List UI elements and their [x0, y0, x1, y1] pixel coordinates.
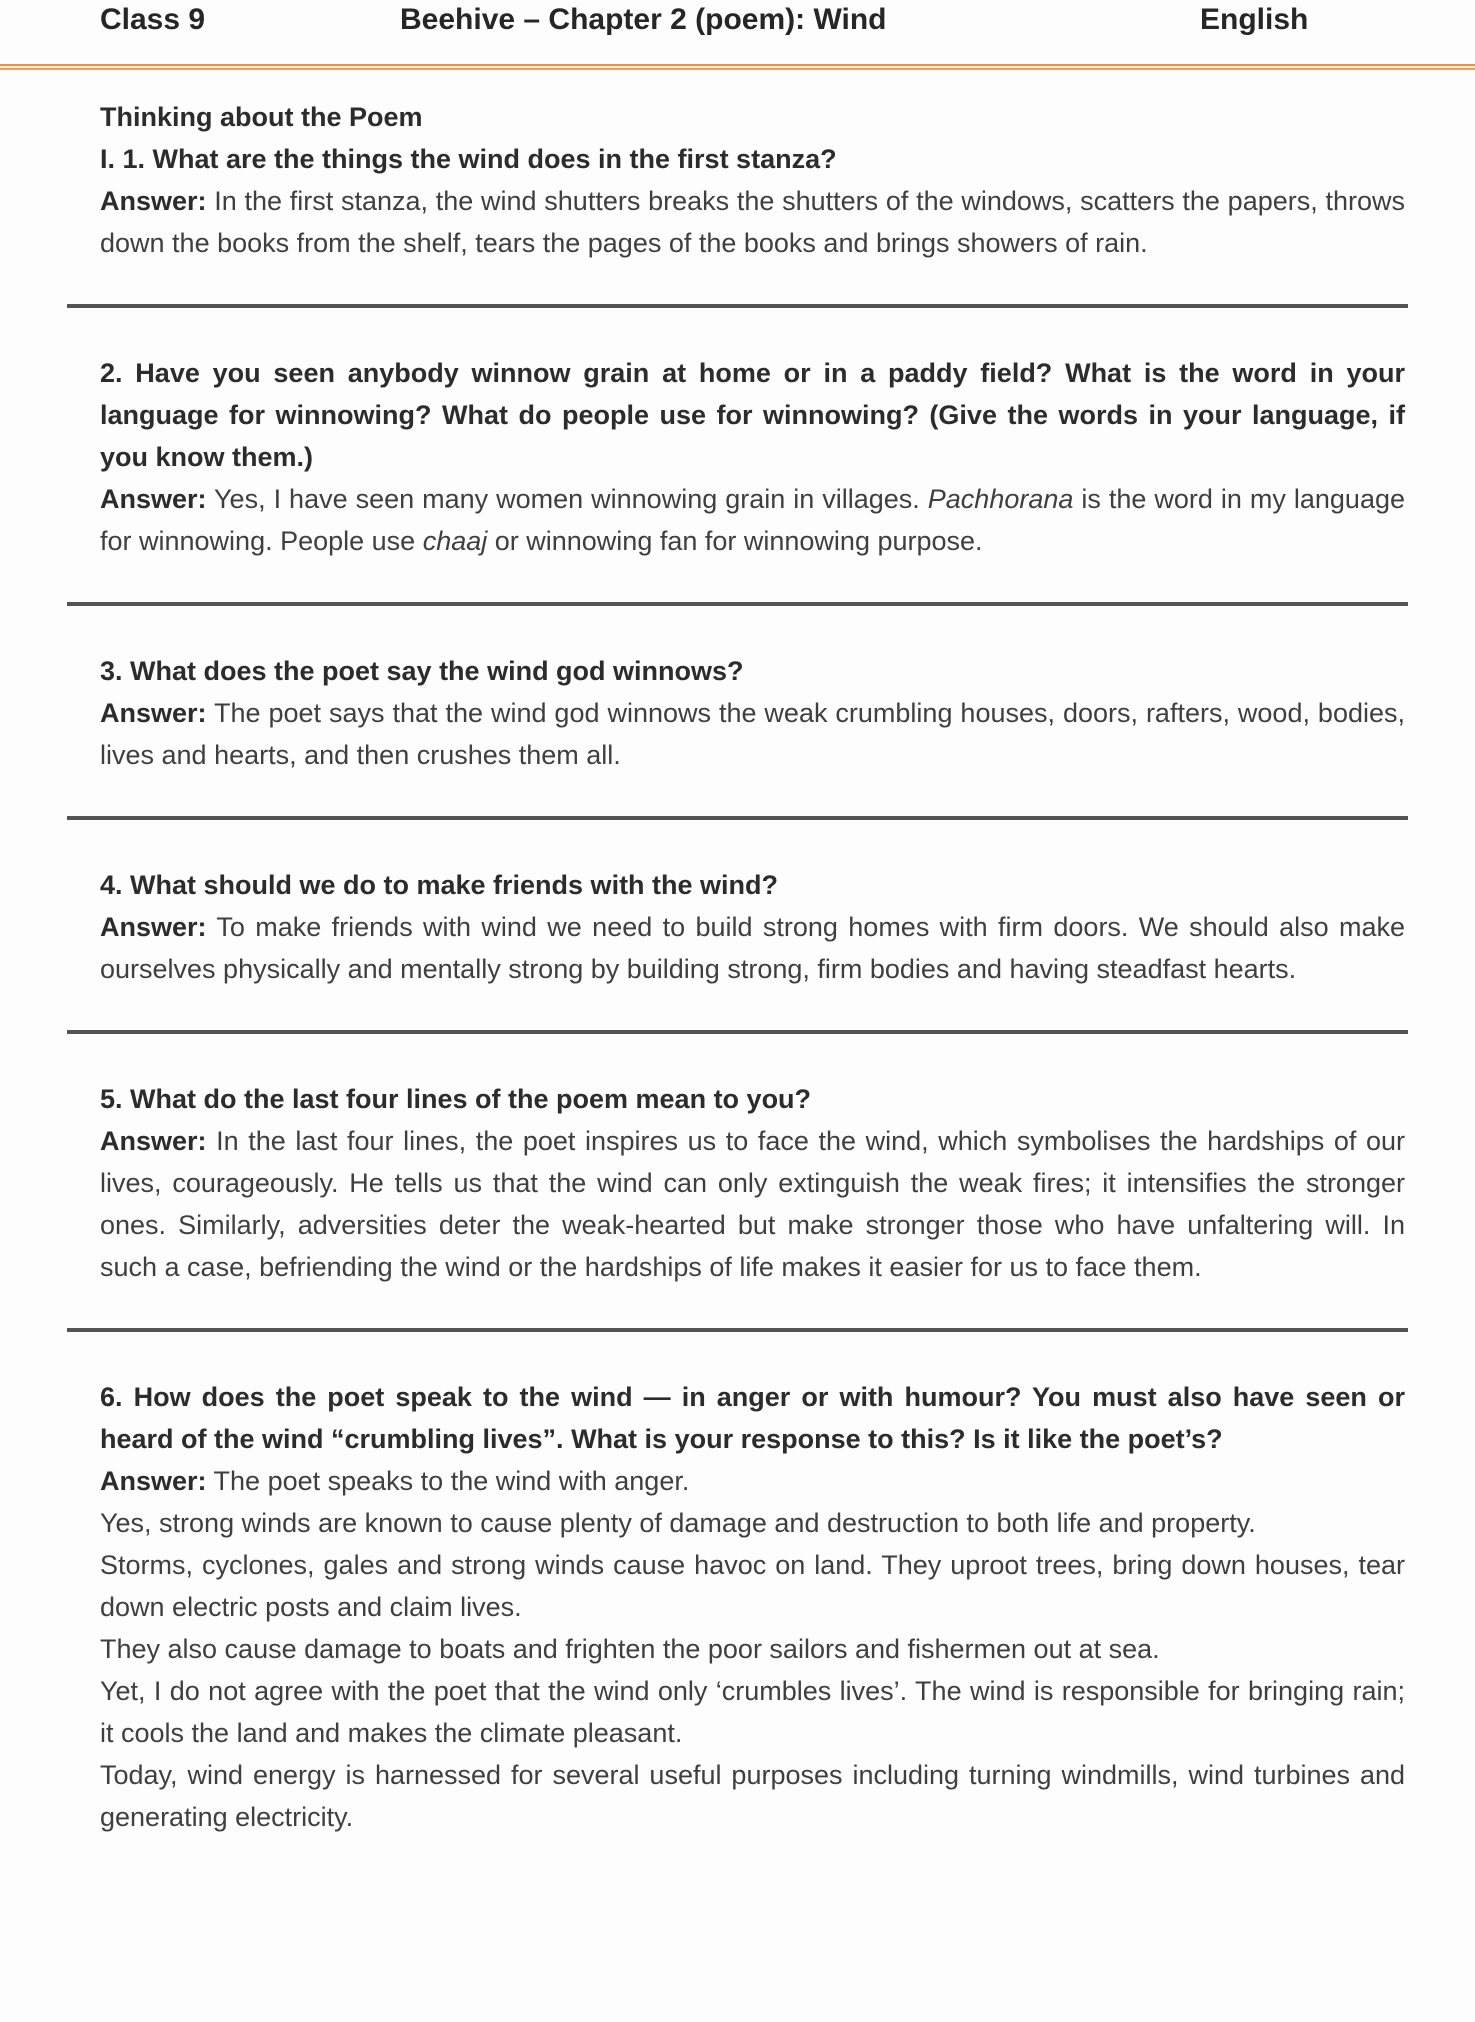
- question-text: I. 1. What are the things the wind does in the first stanza?: [100, 144, 837, 174]
- question-text: 3. What does the poet say the wind god winnows?: [100, 656, 744, 686]
- section-divider: [67, 304, 1408, 308]
- class-label: Class 9: [100, 3, 206, 36]
- section-divider: [67, 602, 1408, 606]
- answer-label: Answer:: [100, 484, 207, 514]
- answer-paragraph: They also cause damage to boats and frighten the poor sailors and fishermen out at sea.: [100, 1634, 1160, 1664]
- question-text: 2. Have you seen anybody winnow grain at home or in a paddy field? What is the word in your language for winnowing? What do people use for winnowing? (Give the words in your language, if you know them.): [100, 358, 1405, 472]
- italic-term: Pachhorana: [927, 484, 1074, 514]
- answer-paragraph: Answer: To make friends with wind we need to build strong homes with firm doors. We should also make ourselves physically and mentally strong by building strong, firm bodies and having steadfast hearts.: [100, 912, 1405, 984]
- answer-paragraph: Storms, cyclones, gales and strong winds cause havoc on land. They uproot trees, bring down houses, tear down electric posts and claim lives.: [100, 1550, 1405, 1622]
- document-header: [0, 0, 1475, 64]
- content: [67, 70, 1408, 1838]
- answer-paragraph: Answer: In the last four lines, the poet inspires us to face the wind, which symbolises the hardships of our lives, courageously. He tells us that the wind can only extinguish the weak fires; it intensifies the stronger ones. Similarly, adversities deter the weak-hearted but make stronger those who have unfaltering will. In such a case, befriending the wind or the hardships of life makes it easier for us to face them.: [100, 1126, 1405, 1282]
- answer-paragraph: Answer: The poet says that the wind god winnows the weak crumbling houses, doors, rafters, wood, bodies, lives and hearts, and then crushes them all.: [100, 698, 1405, 770]
- section-divider: [67, 816, 1408, 820]
- page-heading: Thinking about the Poem: [100, 102, 423, 132]
- question-text: 4. What should we do to make friends with the wind?: [100, 870, 779, 900]
- answer-label: Answer:: [100, 1466, 207, 1496]
- answer-label: Answer:: [100, 186, 207, 216]
- subject-label: English: [1200, 3, 1309, 36]
- section-divider: [67, 1328, 1408, 1332]
- answer-paragraph: Answer: In the first stanza, the wind shutters breaks the shutters of the windows, scatters the papers, throws down the books from the shelf, tears the pages of the books and brings showers of rain.: [100, 186, 1405, 258]
- answer-paragraph: Yet, I do not agree with the poet that the wind only ‘crumbles lives’. The wind is responsible for bringing rain; it cools the land and makes the climate pleasant.: [100, 1676, 1405, 1748]
- answer-label: Answer:: [100, 912, 207, 942]
- answer-paragraph: Answer: The poet speaks to the wind with anger.: [100, 1466, 690, 1496]
- answer-label: Answer:: [100, 698, 207, 728]
- italic-term: chaaj: [422, 526, 488, 556]
- answer-paragraph: Yes, strong winds are known to cause plenty of damage and destruction to both life and property.: [100, 1508, 1256, 1538]
- chapter-title: Beehive – Chapter 2 (poem): Wind: [400, 3, 887, 36]
- question-text: 5. What do the last four lines of the poem mean to you?: [100, 1084, 812, 1114]
- answer-label: Answer:: [100, 1126, 207, 1156]
- answer-paragraph: Today, wind energy is harnessed for several useful purposes including turning windmills, wind turbines and generating electricity.: [100, 1760, 1405, 1832]
- qa-sections: [67, 138, 1408, 1838]
- section-divider: [67, 1030, 1408, 1034]
- answer-paragraph: Answer: Yes, I have seen many women winnowing grain in villages. Pachhorana is the word in my language for winnowing. People use chaaj or winnowing fan for winnowing purpose.: [100, 484, 1405, 556]
- question-text: 6. How does the poet speak to the wind — in anger or with humour? You must also have seen or heard of the wind “crumbling lives”. What is your response to this? Is it like the poet’s?: [100, 1382, 1405, 1454]
